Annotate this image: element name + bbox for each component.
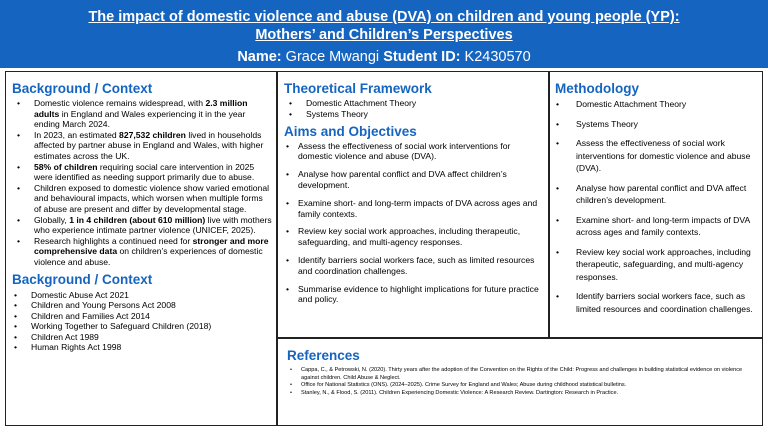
aims-item: • Assess the effectiveness of social work interventions for domestic violence and abuse (DVA). <box>284 141 544 163</box>
theory-heading: Theoretical Framework <box>284 81 432 96</box>
name-label: Name: <box>237 49 282 65</box>
aims-item: • Examine short- and long-term impacts of DVA across ages and family contexts. <box>284 198 544 220</box>
references-list <box>287 367 756 397</box>
background-panel <box>5 71 277 426</box>
legislation-item: • Domestic Abuse Act 2021 <box>12 290 276 301</box>
legislation-heading: Background / Context <box>12 271 153 287</box>
title-line-1: The impact of domestic violence and abuse (DVA) on children and young people (YP): <box>88 9 680 25</box>
methodology-item: • Review key social work approaches, including therapeutic, safeguarding, and multi-agency responses. <box>555 246 758 284</box>
methodology-item: • Domestic Attachment Theory <box>555 98 758 111</box>
background-item: • In 2023, an estimated 827,532 children lived in households affected by partner abuse in England and Wales, with higher estimates across the UK. <box>12 130 272 162</box>
background-item: • Children exposed to domestic violence show varied emotional and behavioural impacts, which worsen when multiple forms of abuse are present and differ by developmental stage. <box>12 183 272 215</box>
methodology-list <box>555 98 758 315</box>
legislation-item: • Children and Young Persons Act 2008 <box>12 300 276 311</box>
aims-item: • Review key social work approaches, including therapeutic, safeguarding, and multi-agency responses. <box>284 226 544 248</box>
legislation-list <box>12 290 276 354</box>
theory-list <box>284 98 544 120</box>
reference-item: • Office for National Statistics (ONS). (2024–2025). Crime Survey for England and Wales; Abuse during childhood statistical bulletins. <box>287 382 756 390</box>
theory-item: • Systems Theory <box>284 109 544 120</box>
name-value: Grace Mwangi <box>285 49 380 65</box>
legislation-item: • Children Act 1989 <box>12 332 276 343</box>
aims-list <box>284 141 544 306</box>
references-panel <box>277 338 763 426</box>
methodology-panel <box>549 71 763 338</box>
framework-aims-panel <box>277 71 549 338</box>
background-item: • Research highlights a continued need for stronger and more comprehensive data on children’s experiences of domestic violence and abuse. <box>12 236 272 268</box>
student-id-value: K2430570 <box>464 49 531 65</box>
methodology-heading: Methodology <box>555 81 639 96</box>
methodology-item: • Analyse how parental conflict and DVA affect children’s development. <box>555 182 758 207</box>
methodology-item: • Examine short- and long-term impacts of DVA across ages and family contexts. <box>555 214 758 239</box>
background-item: • Domestic violence remains widespread, with 2.3 million adults in England and Wales experiencing it in the year ending March 2024. <box>12 98 272 130</box>
reference-item: • Cappa, C., & Petrowski, N. (2020). Thirty years after the adoption of the Convention on the Rights of the Child: Progress and challenges in building statistical evidence on violence against children. Child Abuse & Neglect. <box>287 367 756 382</box>
aims-item: • Analyse how parental conflict and DVA affect children’s development. <box>284 169 544 191</box>
title-line-2: Mothers’ and Children’s Perspectives <box>255 27 513 43</box>
methodology-item: • Systems Theory <box>555 118 758 131</box>
aims-item: • Summarise evidence to highlight implications for future practice and policy. <box>284 284 544 306</box>
background-item: • 58% of children requiring social care intervention in 2025 were identified as needing support primarily due to abuse. <box>12 162 272 183</box>
aims-item: • Identify barriers social workers face, such as limited resources and coordination challenges. <box>284 255 544 277</box>
student-id-label: Student ID: <box>383 49 461 65</box>
background-heading: Background / Context <box>12 81 153 96</box>
methodology-item: • Identify barriers social workers face, such as limited resources and coordination challenges. <box>555 290 758 315</box>
references-heading: References <box>287 348 360 363</box>
title-banner <box>0 0 768 68</box>
reference-item: • Stanley, N., & Flood, S. (2011). Children Experiencing Domestic Violence: A Research Review. Dartington: Research in Practice. <box>287 390 756 398</box>
legislation-item: • Working Together to Safeguard Children (2018) <box>12 321 276 332</box>
background-item: • Globally, 1 in 4 children (about 610 million) live with mothers who experience intimate partner violence (UNICEF, 2025). <box>12 215 272 236</box>
aims-heading: Aims and Objectives <box>284 123 417 139</box>
theory-item: • Domestic Attachment Theory <box>284 98 544 109</box>
author-line <box>0 48 768 66</box>
legislation-item: • Human Rights Act 1998 <box>12 342 276 353</box>
background-list <box>12 98 276 268</box>
methodology-item: • Assess the effectiveness of social work interventions for domestic violence and abuse (DVA). <box>555 137 758 175</box>
legislation-item: • Children and Families Act 2014 <box>12 311 276 322</box>
